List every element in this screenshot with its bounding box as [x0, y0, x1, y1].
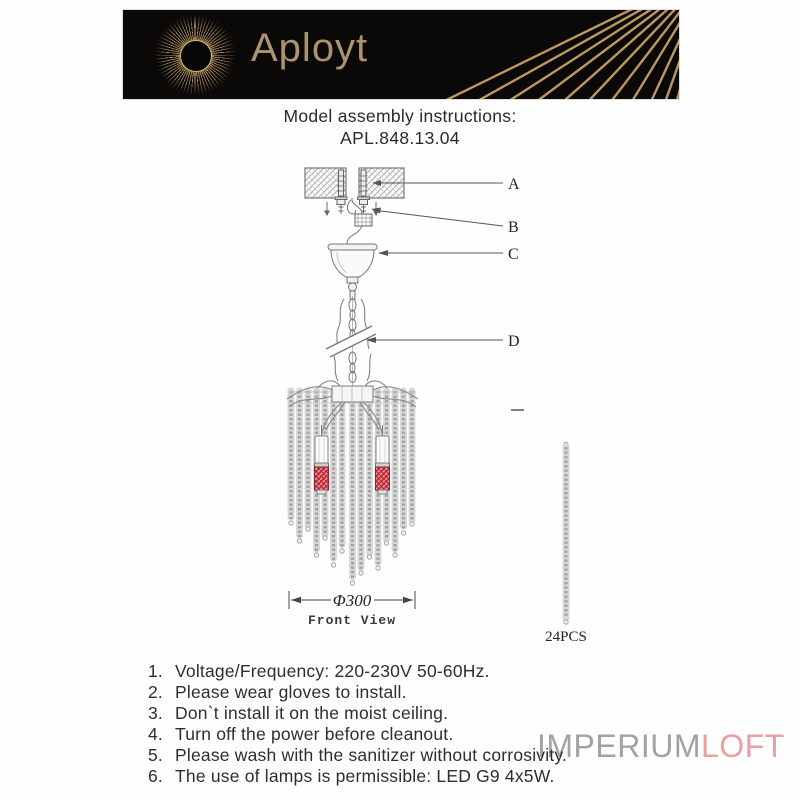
instruction-item-1	[148, 661, 567, 682]
watermark	[537, 729, 785, 763]
instruction-number: 1.	[148, 661, 163, 681]
label-d: D	[508, 333, 520, 350]
instruction-number: 6.	[148, 766, 163, 786]
crystal-strands-drawing	[289, 391, 414, 585]
brand-name: Aployt	[251, 26, 369, 70]
instruction-list	[148, 661, 567, 787]
instruction-item-2	[148, 682, 567, 703]
anchor-bolts-drawing	[335, 170, 370, 214]
label-a: A	[508, 176, 520, 193]
label-c: C	[508, 246, 519, 263]
strand-count-label: 24PCS	[545, 629, 587, 645]
instruction-item-6	[148, 766, 567, 787]
mounting-hardware-drawing	[324, 198, 379, 244]
instruction-item-4	[148, 724, 567, 745]
watermark-accent: LOFT	[701, 728, 785, 764]
spare-strand-drawing	[564, 442, 568, 624]
instruction-item-3	[148, 703, 567, 724]
model-number: APL.848.13.04	[340, 128, 460, 148]
dimension-drawing	[289, 591, 415, 610]
instruction-item-5	[148, 745, 567, 766]
view-label: Front View	[307, 613, 397, 628]
canopy-drawing	[328, 244, 377, 299]
instruction-number: 3.	[148, 703, 163, 723]
watermark-gray: IMPERIUM	[537, 728, 701, 764]
instruction-number: 2.	[148, 682, 163, 702]
instruction-text: Voltage/Frequency: 220-230V 50-60Hz.	[175, 661, 490, 681]
dimension-label: Φ300	[332, 591, 372, 610]
instruction-text: The use of lamps is permissible: LED G9 4x5W.	[175, 766, 555, 786]
sheet-title: Model assembly instructions:	[283, 106, 517, 126]
instruction-text: Please wear gloves to install.	[175, 682, 407, 702]
instruction-number: 5.	[148, 745, 163, 765]
part-labels	[366, 176, 520, 350]
instruction-text: Don`t install it on the moist ceiling.	[175, 703, 449, 723]
instruction-text: Please wash with the sanitizer without corrosivity.	[175, 745, 568, 765]
label-b: B	[508, 219, 519, 236]
instruction-text: Turn off the power before cleanout.	[175, 724, 454, 744]
instruction-number: 4.	[148, 724, 163, 744]
